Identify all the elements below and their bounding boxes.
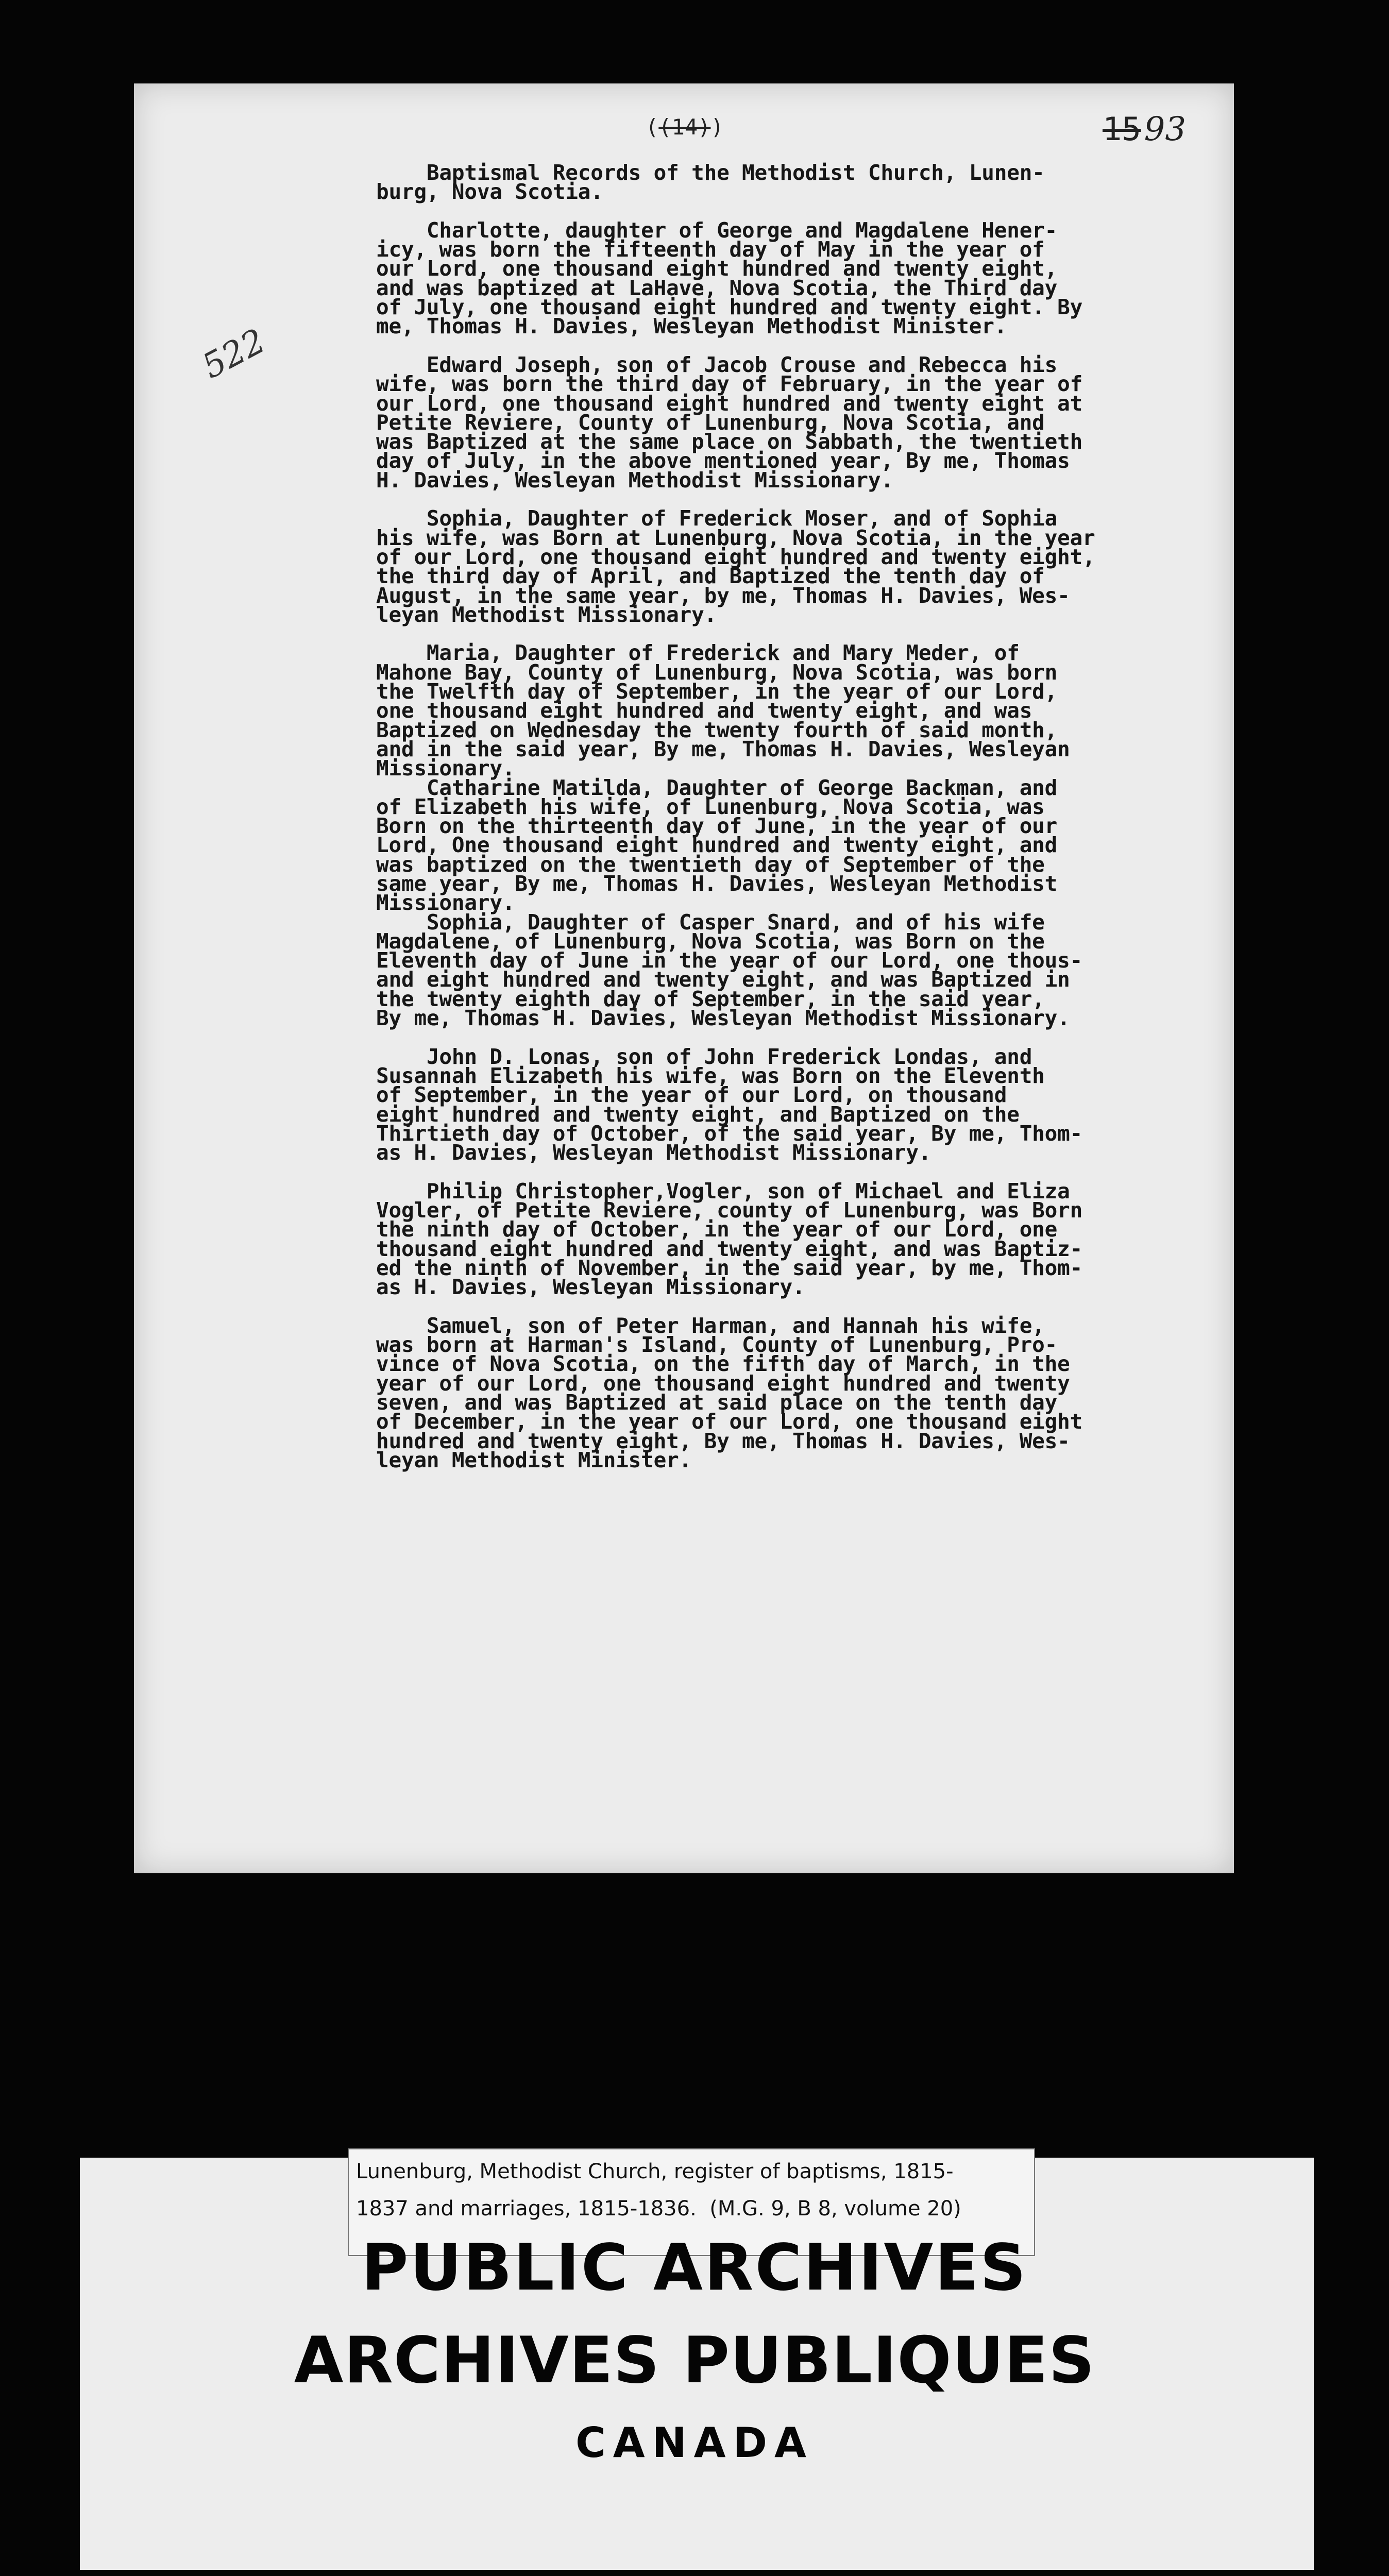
text-line: Thirtieth day of October, of the said year, By me, Thom-	[376, 1121, 1083, 1146]
text-line: vince of Nova Scotia, on the fifth day of March, in the	[376, 1351, 1070, 1377]
text-line: Missionary.	[376, 890, 515, 916]
text-line: Vogler, of Petite Reviere, county of Lunenburg, was Born	[376, 1198, 1083, 1223]
text-line: Missionary.	[376, 756, 515, 781]
text-line: leyan Methodist Minister.	[376, 1447, 692, 1472]
text-line: as H. Davies, Wesleyan Missionary.	[376, 1275, 805, 1300]
text-line: seven, and was Baptized at said place on the tenth day	[376, 1390, 1058, 1415]
text-line: of July, one thousand eight hundred and twenty eight. By	[376, 295, 1083, 320]
text-line: Edward Joseph, son of Jacob Crouse and Rebecca his	[376, 352, 1058, 377]
text-line: and eight hundred and twenty eight, and was Baptized in	[376, 967, 1070, 992]
text-line: Maria, Daughter of Frederick and Mary Meder, of	[376, 640, 1020, 666]
archives-title-french: ARCHIVES PUBLIQUES	[294, 2324, 1095, 2398]
text-line: hundred and twenty eight, By me, Thomas H. Davies, Wes-	[376, 1428, 1070, 1453]
text-line: the ninth day of October, in the year of our Lord, one	[376, 1217, 1058, 1242]
text-line: me, Thomas H. Davies, Wesleyan Methodist Minister.	[376, 314, 1007, 339]
text-line: our Lord, one thousand eight hundred and twenty eight,	[376, 256, 1058, 281]
text-line: Born on the thirteenth day of June, in the year of our	[376, 814, 1058, 839]
text-line: as H. Davies, Wesleyan Methodist Missionary.	[376, 1140, 931, 1165]
text-line: eight hundred and twenty eight, and Baptized on the	[376, 1101, 1020, 1127]
text-line: burg, Nova Scotia.	[376, 179, 603, 205]
text-line: icy, was born the fifteenth day of May in the year of	[376, 237, 1045, 262]
text-line: Catharine Matilda, Daughter of George Backman, and	[376, 775, 1058, 800]
text-line: Charlotte, daughter of George and Magdalene Hener-	[376, 217, 1058, 243]
text-line: Baptized on Wednesday the twenty fourth of said month,	[376, 717, 1058, 742]
text-line: Eleventh day of June in the year of our Lord, one thous-	[376, 948, 1083, 973]
text-line: Magdalene, of Lunenburg, Nova Scotia, was Born on the	[376, 928, 1045, 954]
caption-line-1: Lunenburg, Methodist Church, register of baptisms, 1815-	[356, 2160, 954, 2183]
folio-old-number: 15	[1103, 110, 1141, 148]
archives-country: CANADA	[575, 2419, 814, 2467]
caption-line-2: 1837 and marriages, 1815-1836. (M.G. 9, B 8, volume 20)	[356, 2197, 961, 2221]
text-line: one thousand eight hundred and twenty eight, and was	[376, 698, 1032, 723]
text-line: his wife, was Born at Lunenburg, Nova Scotia, in the year	[376, 525, 1095, 550]
page-header-number: ((14))	[646, 114, 724, 140]
text-line: Susannah Elizabeth his wife, was Born on the Eleventh	[376, 1063, 1045, 1088]
text-line: the third day of April, and Baptized the tenth day of	[376, 564, 1045, 589]
typed-text-body	[376, 160, 1200, 1472]
text-line: John D. Lonas, son of John Frederick Londas, and	[376, 1044, 1032, 1069]
folio-number	[1103, 110, 1186, 148]
text-line: Mahone Bay, County of Lunenburg, Nova Scotia, was born	[376, 659, 1058, 685]
text-line: same year, By me, Thomas H. Davies, Wesleyan Methodist	[376, 871, 1058, 896]
text-line: Baptismal Records of the Methodist Church, Lunen-	[376, 160, 1045, 185]
text-line: and in the said year, By me, Thomas H. Davies, Wesleyan	[376, 736, 1070, 761]
text-line: By me, Thomas H. Davies, Wesleyan Methodist Missionary.	[376, 1006, 1070, 1031]
text-line: day of July, in the above mentioned year, By me, Thomas	[376, 448, 1070, 473]
text-line: the twenty eighth day of September, in the said year,	[376, 986, 1045, 1011]
archives-title-english: PUBLIC ARCHIVES	[361, 2231, 1028, 2305]
text-line: of September, in the year of our Lord, on thousand	[376, 1082, 1007, 1108]
text-line: and was baptized at LaHave, Nova Scotia, the Third day	[376, 275, 1058, 300]
text-line: was born at Harman's Island, County of Lunenburg, Pro-	[376, 1332, 1058, 1358]
text-line: thousand eight hundred and twenty eight, and was Baptiz-	[376, 1236, 1083, 1261]
text-line: Petite Reviere, County of Lunenburg, Nova Scotia, and	[376, 410, 1045, 435]
text-line: of December, in the year of our Lord, one thousand eight	[376, 1409, 1083, 1434]
text-line: our Lord, one thousand eight hundred and twenty eight at	[376, 391, 1083, 416]
text-line: was Baptized at the same place on Sabbath, the twentieth	[376, 429, 1083, 454]
text-line: leyan Methodist Missionary.	[376, 602, 717, 627]
text-line: August, in the same year, by me, Thomas H. Davies, Wes-	[376, 583, 1070, 608]
text-line: Samuel, son of Peter Harman, and Hannah his wife,	[376, 1313, 1045, 1338]
text-line: Lord, One thousand eight hundred and twenty eight, and	[376, 833, 1058, 858]
text-line: the Twelfth day of September, in the year of our Lord,	[376, 679, 1058, 704]
text-line: H. Davies, Wesleyan Methodist Missionary.	[376, 467, 893, 493]
text-line: was baptized on the twentieth day of September of the	[376, 852, 1045, 877]
text-line: Philip Christopher,Vogler, son of Michael and Eliza	[376, 1178, 1070, 1204]
struck-number: (14)	[658, 114, 711, 140]
text-line: year of our Lord, one thousand eight hundred and twenty	[376, 1370, 1070, 1396]
margin-note: 522	[196, 320, 272, 386]
text-line: Sophia, Daughter of Casper Snard, and of his wife	[376, 909, 1045, 935]
document-page	[134, 83, 1234, 1873]
text-line: Sophia, Daughter of Frederick Moser, and of Sophia	[376, 506, 1058, 531]
text-line: of our Lord, one thousand eight hundred and twenty eight,	[376, 544, 1095, 569]
text-line: ed the ninth of November, in the said year, by me, Thom-	[376, 1255, 1083, 1280]
text-line: of Elizabeth his wife, of Lunenburg, Nova Scotia, was	[376, 794, 1045, 819]
folio-new-number: 93	[1144, 110, 1187, 148]
text-line: wife, was born the third day of February, in the year of	[376, 371, 1083, 397]
